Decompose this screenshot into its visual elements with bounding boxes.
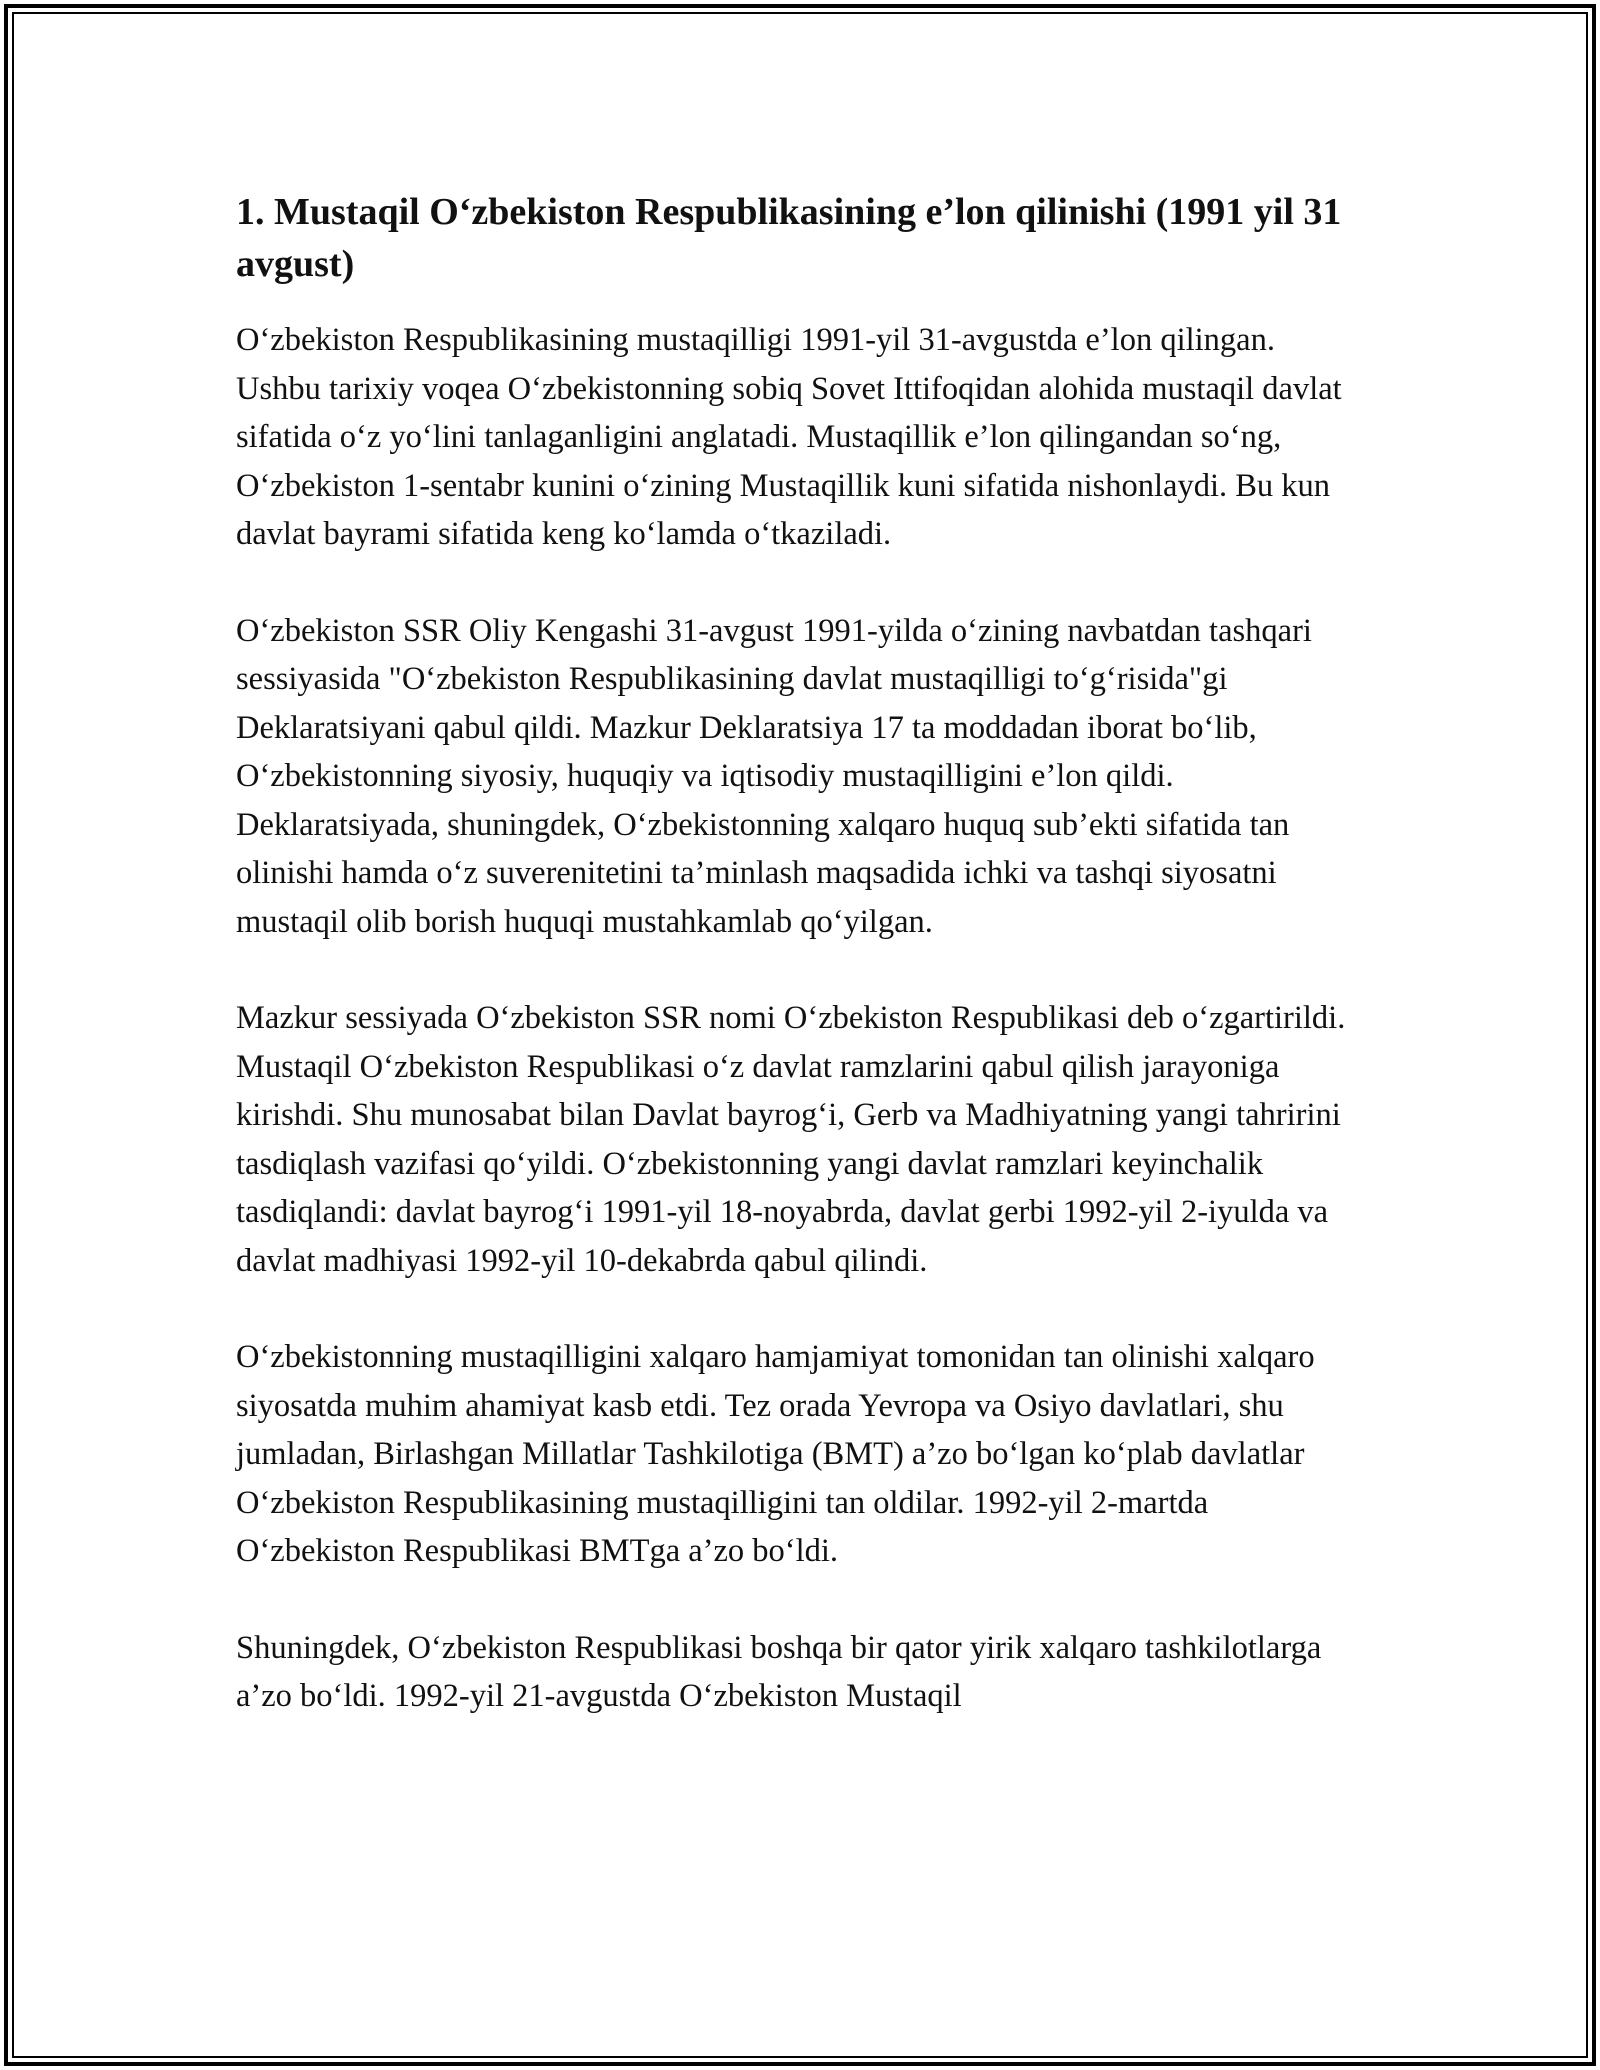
paragraph-state-symbols: Mazkur sessiyada O‘zbekiston SSR nomi O‘zbekiston Respublikasi deb o‘zgartirildi. Mustaqil O‘zbekiston Respublikasi o‘z davlat ramzlarini qabul qilish jarayoniga kirishdi. Shu munosabat bilan Davlat bayrog‘i, Gerb va Madhiyatning yangi tahririni tasdiqlash vazifasi qo‘yildi. O‘zbekistonning yangi davlat ramzlari keyinchalik tasdiqlandi: davlat bayrog‘i 1991-yil 18-noyabrda, davlat gerbi 1992-yil 2-iyulda va davlat madhiyasi 1992-yil 10-dekabrda qabul qilindi. xyxy=(236,1000,1346,1279)
paragraph-supreme-council-declaration: O‘zbekiston SSR Oliy Kengashi 31-avgust 1991-yilda o‘zining navbatdan tashqari sessiyasida "O‘zbekiston Respublikasining davlat mustaqilligi to‘g‘risida"gi Deklaratsiyani qabul qildi. Mazkur Deklaratsiya 17 ta moddadan iborat bo‘lib, O‘zbekistonning siyosiy, huquqiy va iqtisodiy mustaqilligini e’lon qildi. Deklaratsiyada, shuningdek, O‘zbekistonning xalqaro huquq sub’ekti sifatida tan olinishi hamda o‘z suverenitetini ta’minlash maqsadida ichki va tashqi siyosatni mustaqil olib borish huquqi mustahkamlab qo‘yilgan. xyxy=(236,612,1312,940)
paragraph-independence-declared: O‘zbekiston Respublikasining mustaqilligi 1991-yil 31-avgustda e’lon qilingan. Ushbu tarixiy voqea O‘zbekistonning sobiq Sovet Ittifoqidan alohida mustaqil davlat sifatida o‘z yo‘lini tanlaganligini anglatadi. Mustaqillik e’lon qilingandan so‘ng, O‘zbekiston 1-sentabr kunini o‘zining Mustaqillik kuni sifatida nishonlaydi. Bu kun davlat bayrami sifatida keng ko‘lamda o‘tkaziladi. xyxy=(236,322,1342,552)
paragraph-international-recognition: O‘zbekistonning mustaqilligini xalqaro hamjamiyat tomonidan tan olinishi xalqaro siyosatda muhim ahamiyat kasb etdi. Tez orada Yevropa va Osiyo davlatlari, shu jumladan, Birlashgan Millatlar Tashkilotiga (BMT) a’zo bo‘lgan ko‘plab davlatlar O‘zbekiston Respublikasining mustaqilligini tan oldilar. 1992-yil 2-martda O‘zbekiston Respublikasi BMTga a’zo bo‘ldi. xyxy=(236,1339,1315,1569)
document-body xyxy=(236,186,1366,1769)
section-heading: 1. Mustaqil O‘zbekiston Respublikasining e’lon qilinishi (1991 yil 31 avgust) xyxy=(236,191,1342,285)
paragraph-international-organizations: Shuningdek, O‘zbekiston Respublikasi boshqa bir qator yirik xalqaro tashkilotlarga a’zo bo‘ldi. 1992-yil 21-avgustda O‘zbekiston Mustaqil xyxy=(236,1629,1322,1714)
